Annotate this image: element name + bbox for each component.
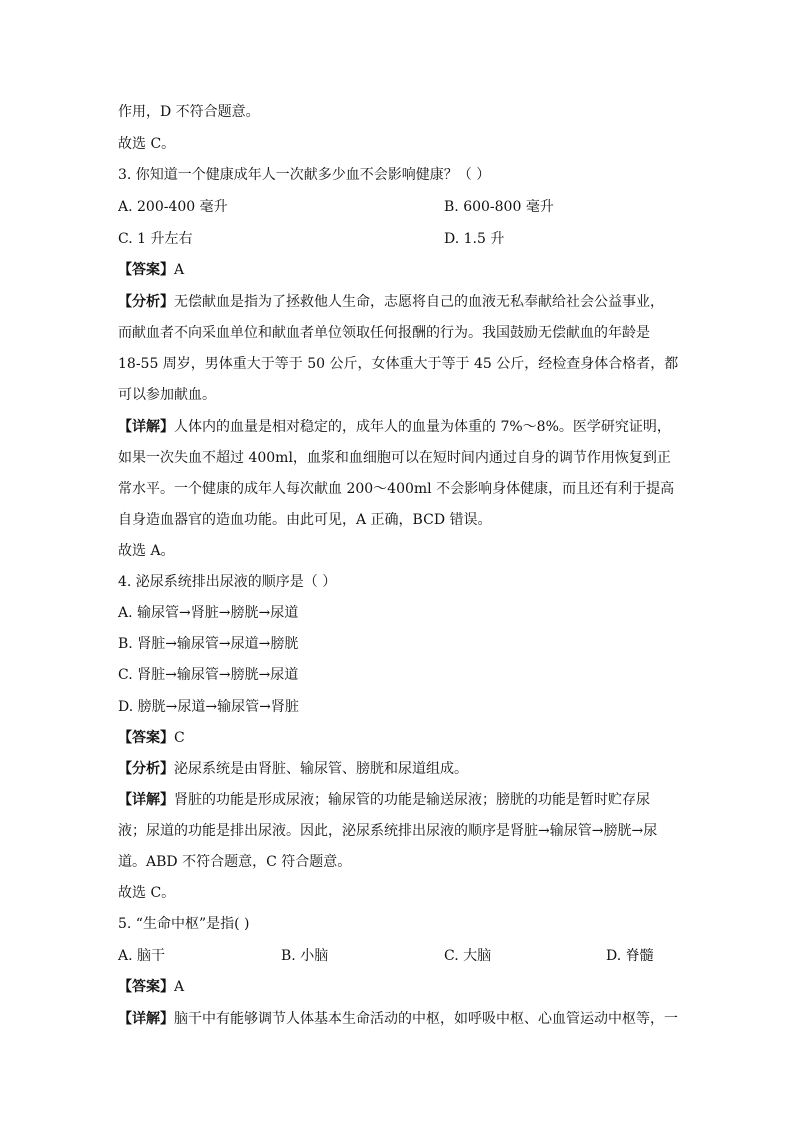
q3-detail-line-2: 如果一次失血不超过 400ml，血浆和血细胞可以在短时间内通过自身的调节作用恢复到正 bbox=[118, 450, 671, 466]
detail-text: 肾脏的功能是形成尿液；输尿管的功能是输送尿液；膀胱的功能是暂时贮存尿 bbox=[174, 792, 650, 808]
q5-option-b: B. 小脑 bbox=[281, 948, 329, 964]
q5-answer bbox=[118, 978, 184, 996]
answer-value: C bbox=[174, 730, 185, 746]
q3-option-c: C. 1 升左右 bbox=[118, 231, 193, 247]
q5-detail-line-1 bbox=[118, 1010, 678, 1028]
q4-answer bbox=[118, 729, 185, 747]
detail-tag: 【详解】 bbox=[118, 1011, 174, 1027]
q3-analysis-line-2: 而献血者不向采血单位和献血者单位领取任何报酬的行为。我国鼓励无偿献血的年龄是 bbox=[118, 325, 650, 341]
q3-option-b: B. 600-800 毫升 bbox=[444, 199, 554, 215]
q3-option-d: D. 1.5 升 bbox=[444, 231, 505, 247]
q4-analysis-line-1 bbox=[118, 760, 468, 778]
q3-choose: 故选 A。 bbox=[118, 543, 175, 559]
continuation-line: 作用，D 不符合题意。 bbox=[118, 104, 260, 120]
q3-analysis-line-4: 可以参加献血。 bbox=[118, 387, 216, 403]
answer-value: A bbox=[174, 262, 185, 278]
q3-detail-line-4: 自身造血器官的造血功能。由此可见，A 正确，BCD 错误。 bbox=[118, 512, 492, 528]
analysis-text: 泌尿系统是由肾脏、输尿管、膀胱和尿道组成。 bbox=[174, 761, 468, 777]
question-4-stem: 4. 泌尿系统排出尿液的顺序是（ ） bbox=[118, 574, 337, 590]
q4-option-b: B. 肾脏→输尿管→尿道→膀胱 bbox=[118, 636, 299, 652]
question-5-stem: 5. “生命中枢”是指( ) bbox=[118, 916, 250, 932]
answer-tag: 【答案】 bbox=[118, 730, 174, 746]
detail-text: 人体内的血量是相对稳定的，成年人的血量为体重的 7%～8%。医学研究证明， bbox=[174, 419, 671, 435]
q5-option-a: A. 脑干 bbox=[118, 948, 166, 964]
analysis-text: 无偿献血是指为了拯救他人生命，志愿将自己的血液无私奉献给社会公益事业， bbox=[174, 294, 664, 310]
q5-option-d: D. 脊髓 bbox=[606, 948, 654, 964]
q3-option-a: A. 200-400 毫升 bbox=[118, 199, 228, 215]
answer-value: A bbox=[174, 979, 185, 995]
q4-choose: 故选 C。 bbox=[118, 885, 176, 901]
q4-option-a: A. 输尿管→肾脏→膀胱→尿道 bbox=[118, 605, 299, 621]
q3-analysis-line-3: 18-55 周岁，男体重大于等于 50 公斤，女体重大于等于 45 公斤，经检查身体合格者，都 bbox=[118, 356, 679, 372]
q3-detail-line-3: 常水平。一个健康的成年人每次献血 200～400ml 不会影响身体健康，而且还有利于提高 bbox=[118, 481, 675, 497]
q4-detail-line-3: 道。ABD 不符合题意，C 符合题意。 bbox=[118, 854, 352, 870]
detail-tag: 【详解】 bbox=[118, 419, 174, 435]
q3-detail-line-1 bbox=[118, 418, 671, 436]
answer-tag: 【答案】 bbox=[118, 262, 174, 278]
q3-analysis-line-1 bbox=[118, 293, 664, 311]
q4-option-d: D. 膀胱→尿道→输尿管→肾脏 bbox=[118, 699, 299, 715]
choose-line: 故选 C。 bbox=[118, 136, 176, 152]
answer-tag: 【答案】 bbox=[118, 979, 174, 995]
q4-option-c: C. 肾脏→输尿管→膀胱→尿道 bbox=[118, 667, 299, 683]
q3-answer bbox=[118, 261, 184, 279]
q4-detail-line-2: 液；尿道的功能是排出尿液。因此，泌尿系统排出尿液的顺序是肾脏→输尿管→膀胱→尿 bbox=[118, 823, 658, 839]
analysis-tag: 【分析】 bbox=[118, 294, 174, 310]
detail-tag: 【详解】 bbox=[118, 792, 174, 808]
question-3-stem: 3. 你知道一个健康成年人一次献多少血不会影响健康？（ ） bbox=[118, 167, 491, 183]
q4-detail-line-1 bbox=[118, 791, 650, 809]
analysis-tag: 【分析】 bbox=[118, 761, 174, 777]
detail-text: 脑干中有能够调节人体基本生命活动的中枢，如呼吸中枢、心血管运动中枢等，一 bbox=[174, 1011, 678, 1027]
q5-option-c: C. 大脑 bbox=[444, 948, 492, 964]
